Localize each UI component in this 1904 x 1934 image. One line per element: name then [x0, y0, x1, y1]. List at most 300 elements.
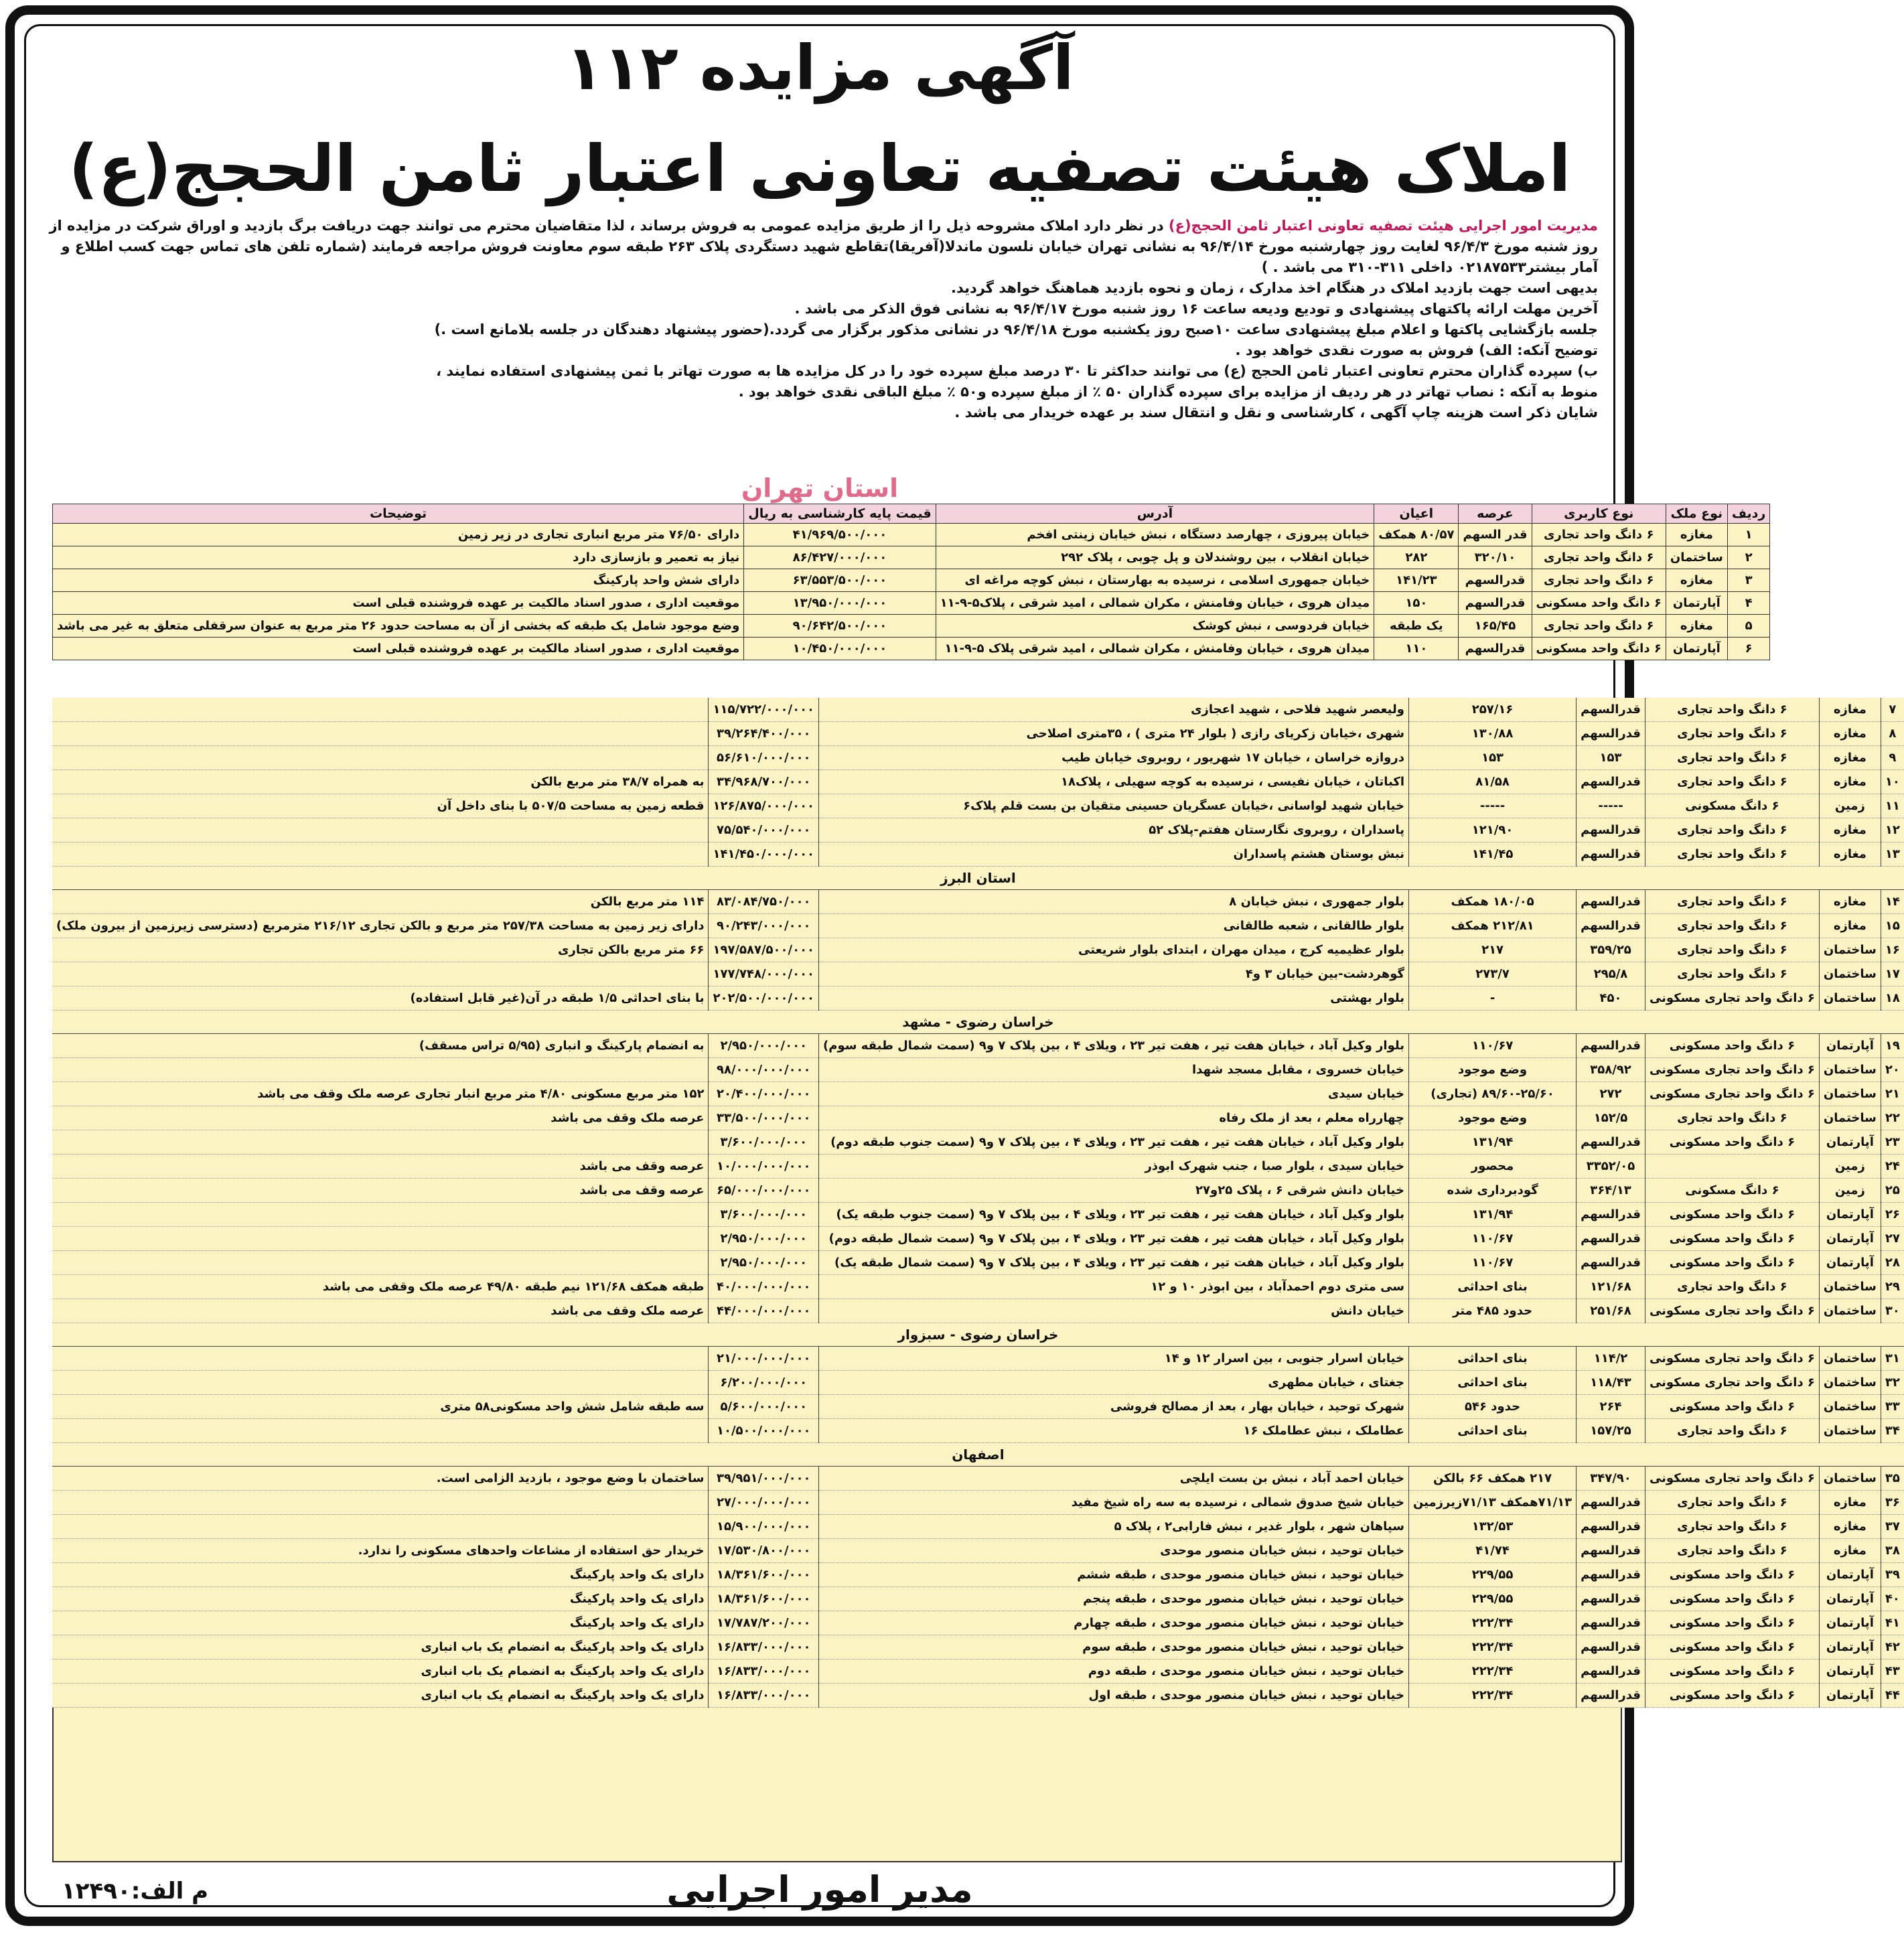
ayan-cell: ۱۵۰ — [1374, 592, 1459, 615]
usage-type: ۶ دانگ واحد تجاری — [1645, 818, 1819, 842]
province-label: خراسان رضوی - مشهد — [52, 1011, 1904, 1034]
intro-paragraph: جلسه بازگشایی پاکتها و اعلام مبلغ پیشنهادی ساعت ۱۰صبح روز یکشنبه مورخ ۹۶/۴/۱۸ در نشانی مذکور برگزار می گردد.(حضور پیشنهاد دهندگان در جلسه بلامانع است .) — [434, 321, 1598, 338]
price-cell: ۸۶/۴۲۷/۰۰۰/۰۰۰ — [744, 546, 936, 569]
arsa-cell: قدرالسهم — [1577, 1563, 1645, 1587]
price-cell: ۲۰/۴۰۰/۰۰۰/۰۰۰ — [709, 1082, 819, 1106]
property-type: مغازه — [1819, 722, 1881, 746]
address-cell: خیابان توحید ، نبش خیابان منصور موحدی ، طبقه پنجم — [819, 1587, 1409, 1611]
description-cell — [52, 1371, 709, 1395]
row-number: ۳۳ — [1881, 1395, 1903, 1419]
address-cell: بلوار طالقانی ، شعبه طالقانی — [819, 914, 1409, 938]
row-number: ۴۳ — [1881, 1659, 1903, 1684]
address-cell: شهرک توحید ، خیابان بهار ، بعد از مصالح فروشی — [819, 1395, 1409, 1419]
row-number: ۳۵ — [1881, 1467, 1903, 1491]
description-cell: خریدار حق استفاده از مشاعات واحدهای مسکونی را ندارد. — [52, 1539, 709, 1563]
usage-type: ۶ دانگ واحد مسکونی — [1645, 1659, 1819, 1684]
description-cell: دارای یک واحد پارکینگ — [52, 1587, 709, 1611]
table-row — [52, 1275, 1904, 1299]
ayan-cell: ۲۱۷ همکف ۶۶ بالکن — [1408, 1467, 1576, 1491]
ayan-cell: بنای احداثی — [1408, 1275, 1576, 1299]
address-cell: خیابان دانش — [819, 1299, 1409, 1323]
table-row — [52, 1419, 1904, 1443]
property-type: آپارتمان — [1819, 1587, 1881, 1611]
ayan-cell: ۸۹/۶۰-۲۵/۶۰ (تجاری) — [1408, 1082, 1576, 1106]
row-number: ۱۰ — [1881, 770, 1903, 794]
intro-lead: مدیریت امور اجرایی هیئت تصفیه تعاونی اعتبار ثامن الحجج(ع) — [1169, 218, 1598, 234]
ayan-cell: ۲۲۲/۳۴ — [1408, 1659, 1576, 1684]
price-cell: ۴۴/۰۰۰/۰۰۰/۰۰۰ — [709, 1299, 819, 1323]
row-number: ۴۴ — [1881, 1684, 1903, 1708]
property-type: مغازه — [1819, 818, 1881, 842]
row-number: ۹ — [1881, 746, 1903, 770]
description-cell: نیاز به تعمیر و بازسازی دارد — [53, 546, 744, 569]
row-number: ۲۰ — [1881, 1058, 1903, 1082]
address-cell: بلوار وکیل آباد ، خیابان هفت تیر ، هفت تیر ۲۳ ، ویلای ۴ ، بین پلاک ۷ و۹ (سمت شمال طبقه دوم) — [819, 1227, 1409, 1251]
row-number: ۵ — [1727, 615, 1769, 638]
arsa-cell: قدرالسهم — [1577, 842, 1645, 867]
row-number: ۳۱ — [1881, 1347, 1903, 1371]
property-type: ساختمان — [1819, 1299, 1881, 1323]
price-cell: ۲۷/۰۰۰/۰۰۰/۰۰۰ — [709, 1491, 819, 1515]
property-type: ساختمان — [1819, 938, 1881, 962]
ayan-cell: ۴۱/۷۴ — [1408, 1539, 1576, 1563]
description-cell: ۱۵۲ متر مربع مسکونی ۴/۸۰ متر مربع انبار تجاری عرصه ملک وقف می باشد — [52, 1082, 709, 1106]
intro-text — [42, 216, 1598, 423]
province-label: اصفهان — [52, 1443, 1904, 1467]
description-cell: با بنای احداثی ۱/۵ طبقه در آن(غیر قابل استفاده) — [52, 986, 709, 1011]
row-number: ۷ — [1881, 698, 1903, 722]
ayan-cell: ۲۲۲/۳۴ — [1408, 1611, 1576, 1635]
row-number: ۱۲ — [1881, 818, 1903, 842]
price-cell: ۱۶/۸۳۳/۰۰۰/۰۰۰ — [709, 1659, 819, 1684]
price-cell: ۱۴۱/۴۵۰/۰۰۰/۰۰۰ — [709, 842, 819, 867]
usage-type: ۶ دانگ واحد تجاری — [1645, 938, 1819, 962]
arsa-cell: ۳۵۸/۹۲ — [1577, 1058, 1645, 1082]
usage-type: ۶ دانگ واحد تجاری — [1645, 890, 1819, 914]
table-row — [53, 615, 1770, 638]
row-number: ۸ — [1881, 722, 1903, 746]
signature-title: مدیر امور اجرایی — [666, 1868, 973, 1911]
arsa-cell: قدرالسهم — [1577, 1611, 1645, 1635]
table-row — [52, 1539, 1904, 1563]
ayan-cell: ۱۱۰/۶۷ — [1408, 1227, 1576, 1251]
property-type: آپارتمان — [1819, 1684, 1881, 1708]
address-cell: بلوار عظیمیه کرج ، میدان مهران ، ابتدای بلوار شریعتی — [819, 938, 1409, 962]
arsa-cell: قدرالسهم — [1577, 1684, 1645, 1708]
address-cell: اکباتان ، خیابان نفیسی ، نرسیده به کوچه سهیلی ، پلاک۱۸ — [819, 770, 1409, 794]
table-row — [52, 1082, 1904, 1106]
ayan-cell: ۱۱۰/۶۷ — [1408, 1034, 1576, 1058]
usage-type: ۶ دانگ واحد مسکونی — [1645, 1251, 1819, 1275]
intro-paragraph: بدیهی است جهت بازدید املاک در هنگام اخذ مدارک ، زمان و نحوه بازدید هماهنگ خواهد گردید. — [950, 280, 1598, 296]
address-cell: دروازه خراسان ، خیابان ۱۷ شهریور ، روبروی خیابان طیب — [819, 746, 1409, 770]
arsa-cell: قدرالسهم — [1577, 1491, 1645, 1515]
row-number: ۲ — [1727, 546, 1769, 569]
province-row — [52, 867, 1904, 890]
ayan-cell: ۲۱۷ — [1408, 938, 1576, 962]
row-number: ۳۴ — [1881, 1419, 1903, 1443]
address-cell: بلوار جمهوری ، نبش خیابان ۸ — [819, 890, 1409, 914]
row-number: ۱۶ — [1881, 938, 1903, 962]
description-cell: به همراه ۳۸/۷ متر مربع بالکن — [52, 770, 709, 794]
description-cell: دارای زیر زمین به مساحت ۲۵۷/۳۸ متر مربع و بالکن تجاری ۲۱۶/۱۲ مترمربع (دسترسی زیرزمین از بیرون ملک) — [52, 914, 709, 938]
row-number: ۲۶ — [1881, 1203, 1903, 1227]
ayan-cell: حدود ۵۴۶ — [1408, 1395, 1576, 1419]
table-row — [52, 1106, 1904, 1130]
usage-type: ۶ دانگ واحد تجاری مسکونی — [1645, 1082, 1819, 1106]
property-type: ساختمان — [1819, 1347, 1881, 1371]
arsa-cell: قدرالسهم — [1577, 1034, 1645, 1058]
address-cell: عطاملک ، نبش عطاملک ۱۶ — [819, 1419, 1409, 1443]
usage-type: ۶ دانگ واحد مسکونی — [1645, 1563, 1819, 1587]
ayan-cell: ۱۱۰/۶۷ — [1408, 1251, 1576, 1275]
row-number: ۴ — [1727, 592, 1769, 615]
arsa-cell: قدرالسهم — [1577, 914, 1645, 938]
price-cell: ۱۶/۸۳۳/۰۰۰/۰۰۰ — [709, 1635, 819, 1659]
table-row — [52, 1371, 1904, 1395]
ayan-cell: ۱۳۱/۹۴ — [1408, 1203, 1576, 1227]
price-cell: ۱۰/۴۵۰/۰۰۰/۰۰۰ — [744, 638, 936, 660]
arsa-cell: ۴۵۰ — [1577, 986, 1645, 1011]
usage-type: ۶ دانگ واحد تجاری — [1645, 770, 1819, 794]
row-number: ۱ — [1727, 524, 1769, 546]
usage-type: ۶ دانگ مسکونی — [1645, 794, 1819, 818]
arsa-cell: ۱۶۵/۴۵ — [1459, 615, 1532, 638]
property-type: ساختمان — [1819, 1395, 1881, 1419]
table-row — [52, 1467, 1904, 1491]
arsa-cell: ۲۶۴ — [1577, 1395, 1645, 1419]
row-number: ۱۹ — [1881, 1034, 1903, 1058]
property-type: زمین — [1819, 794, 1881, 818]
arsa-cell: قدرالسهم — [1577, 1130, 1645, 1155]
description-cell: طبقه همکف ۱۲۱/۶۸ نیم طبقه ۴۹/۸۰ عرصه ملک وقفی می باشد — [52, 1275, 709, 1299]
row-number: ۶ — [1727, 638, 1769, 660]
address-cell: پاسداران ، روبروی نگارستان هفتم-پلاک ۵۲ — [819, 818, 1409, 842]
arsa-cell: ۱۱۸/۴۳ — [1577, 1371, 1645, 1395]
row-number: ۱۷ — [1881, 962, 1903, 986]
price-cell: ۱۸/۳۶۱/۶۰۰/۰۰۰ — [709, 1563, 819, 1587]
price-cell: ۳۹/۲۶۴/۴۰۰/۰۰۰ — [709, 722, 819, 746]
property-type: مغازه — [1819, 1491, 1881, 1515]
description-cell — [52, 1419, 709, 1443]
arsa-cell: قدرالسهم — [1577, 890, 1645, 914]
usage-type: ۶ دانگ واحد تجاری مسکونی — [1645, 1058, 1819, 1082]
description-cell: دارای یک واحد پارکینگ — [52, 1611, 709, 1635]
intro-paragraph: منوط به آنکه : نصاب تهاتر در هر ردیف از مزایده برای سپرده گذاران ۵۰ ٪ از مبلغ سپرده و۵۰ ٪ مبلغ الباقی نقدی خواهد بود . — [738, 384, 1598, 400]
address-cell: خیابان خسروی ، مقابل مسجد شهدا — [819, 1058, 1409, 1082]
address-cell: سپاهان شهر ، بلوار غدیر ، نبش فارابی۲ ، پلاک ۵ — [819, 1515, 1409, 1539]
description-cell — [52, 1251, 709, 1275]
address-cell: میدان هروی ، خیابان وفامنش ، مکران شمالی ، امید شرقی پلاک ۵-۹-۱۱ — [936, 638, 1374, 660]
table-row — [52, 1491, 1904, 1515]
price-cell: ۲/۹۵۰/۰۰۰/۰۰۰ — [709, 1227, 819, 1251]
table-row — [52, 1659, 1904, 1684]
row-number: ۳۶ — [1881, 1491, 1903, 1515]
table-row — [53, 592, 1770, 615]
address-cell: خیابان توحید ، نبش خیابان منصور موحدی — [819, 1539, 1409, 1563]
table-row — [52, 1299, 1904, 1323]
address-cell: بلوار وکیل آباد ، خیابان هفت تیر ، هفت تیر ۲۳ ، ویلای ۴ ، بین پلاک ۷ و۹ (سمت جنوب طبقه دوم) — [819, 1130, 1409, 1155]
usage-type: ۶ دانگ واحد تجاری مسکونی — [1645, 1347, 1819, 1371]
address-cell: خیابان پیروزی ، چهارصد دستگاه ، نبش خیابان زینتی افخم — [936, 524, 1374, 546]
usage-type: ۶ دانگ واحد تجاری — [1645, 1106, 1819, 1130]
address-cell: خیابان فردوسی ، نبش کوشک — [936, 615, 1374, 638]
description-cell: دارای یک واحد پارکینگ به انضمام یک باب انباری — [52, 1684, 709, 1708]
table-row — [52, 842, 1904, 867]
ayan-cell: بنای احداثی — [1408, 1371, 1576, 1395]
property-type: مغازه — [1819, 890, 1881, 914]
row-number: ۲۹ — [1881, 1275, 1903, 1299]
property-type: آپارتمان — [1819, 1251, 1881, 1275]
description-cell — [52, 1515, 709, 1539]
description-cell: سه طبقه شامل شش واحد مسکونی۵۸ متری — [52, 1395, 709, 1419]
ayan-cell: ۲۲۹/۵۵ — [1408, 1587, 1576, 1611]
property-type: مغازه — [1666, 615, 1727, 638]
ayan-cell: وضع موجود — [1408, 1058, 1576, 1082]
property-type: زمین — [1819, 1179, 1881, 1203]
row-number: ۲۸ — [1881, 1251, 1903, 1275]
intro-body: در نظر دارد املاک مشروحه ذیل را از طریق مزایده عمومی به فروش برساند ، لذا متقاضیان محترم می توانند جهت دریافت برگ بازدید و اوراق شرکت در مزایده از روز شنبه مورخ ۹۶/۴/۳ لغایت روز چهارشنبه مورخ ۹۶/۴/۱۴ به نشانی تهران خیابان نلسون ماندلا(آفریقا)تقاطع شهید دستگردی پلاک ۲۶۳ طبقه سوم معاونت فروش مراجعه فرمایند (شماره تلفن های تماس جهت کسب اطلاع و آمار بیشتر۰۲۱۸۷۵۳۳ داخلی ۳۱۱-۳۱۰ می باشد . ) — [49, 218, 1598, 275]
description-cell — [52, 1227, 709, 1251]
row-number: ۲۳ — [1881, 1130, 1903, 1155]
ayan-cell: - — [1408, 986, 1576, 1011]
ayan-cell: ۷۱/۱۳همکف ۷۱/۱۳زیرزمین — [1408, 1491, 1576, 1515]
row-number: ۱۸ — [1881, 986, 1903, 1011]
arsa-cell: قدرالسهم — [1577, 1203, 1645, 1227]
usage-type: ۶ دانگ واحد تجاری مسکونی — [1645, 1299, 1819, 1323]
province-row — [52, 1323, 1904, 1347]
property-type: ساختمان — [1819, 1371, 1881, 1395]
description-cell: قطعه زمین به مساحت ۵۰۷/۵ با بنای داخل آن — [52, 794, 709, 818]
ayan-cell: ۱۳۱/۹۴ — [1408, 1130, 1576, 1155]
description-cell: موقعیت اداری ، صدور اسناد مالکیت بر عهده فروشنده قبلی است — [53, 638, 744, 660]
description-cell: دارای یک واحد پارکینگ به انضمام یک باب انباری — [52, 1635, 709, 1659]
address-cell: خیابان انقلاب ، بین روشندلان و پل چوبی ، پلاک ۲۹۲ — [936, 546, 1374, 569]
price-cell: ۱۹۷/۵۸۷/۵۰۰/۰۰۰ — [709, 938, 819, 962]
table-row — [52, 962, 1904, 986]
price-cell: ۳۴/۹۶۸/۷۰۰/۰۰۰ — [709, 770, 819, 794]
property-type: آپارتمان — [1819, 1635, 1881, 1659]
arsa-cell: قدرالسهم — [1577, 698, 1645, 722]
arsa-cell: ۲۵۱/۶۸ — [1577, 1299, 1645, 1323]
table-row — [52, 1611, 1904, 1635]
usage-type: ۶ دانگ واحد تجاری — [1645, 1539, 1819, 1563]
intro-paragraph: آخرین مهلت ارائه پاکتهای پیشنهادی و تودیع ودیعه ساعت ۱۶ روز شنبه مورخ ۹۶/۴/۱۷ به نشانی فوق الذکر می باشد . — [794, 301, 1598, 317]
description-cell — [52, 746, 709, 770]
ayan-cell: ۱۴۱/۲۳ — [1374, 569, 1459, 592]
description-cell — [52, 842, 709, 867]
row-number: ۱۴ — [1881, 890, 1903, 914]
arsa-cell: قدرالسهم — [1577, 1515, 1645, 1539]
property-type: ساختمان — [1819, 1419, 1881, 1443]
property-type: مغازه — [1819, 698, 1881, 722]
property-type: آپارتمان — [1819, 1203, 1881, 1227]
ayan-cell: ۱۲۱/۹۰ — [1408, 818, 1576, 842]
arsa-cell: قدرالسهم — [1577, 1251, 1645, 1275]
arsa-cell: قدرالسهم — [1577, 1587, 1645, 1611]
price-cell: ۳/۶۰۰/۰۰۰/۰۰۰ — [709, 1203, 819, 1227]
table-row — [52, 1251, 1904, 1275]
usage-type: ۶ دانگ واحد تجاری — [1645, 842, 1819, 867]
row-number: ۱۳ — [1881, 842, 1903, 867]
header-address: آدرس — [936, 504, 1374, 524]
intro-paragraph: توضیح آنکه: الف) فروش به صورت نقدی خواهد بود . — [1235, 342, 1598, 358]
address-cell: گوهردشت-بین خیابان ۳ و۴ — [819, 962, 1409, 986]
property-table-other — [52, 698, 1904, 1708]
usage-type: ۶ دانگ واحد تجاری — [1645, 1491, 1819, 1515]
usage-type: ۶ دانگ واحد مسکونی — [1645, 1635, 1819, 1659]
row-number: ۳۹ — [1881, 1563, 1903, 1587]
row-number: ۳۰ — [1881, 1299, 1903, 1323]
price-cell: ۱۷۷/۷۴۸/۰۰۰/۰۰۰ — [709, 962, 819, 986]
property-type: ساختمان — [1819, 1082, 1881, 1106]
address-cell: بلوار وکیل آباد ، خیابان هفت تیر ، هفت تیر ۲۳ ، ویلای ۴ ، بین پلاک ۷ و۹ (سمت شمال طبقه سوم) — [819, 1034, 1409, 1058]
row-number: ۴۱ — [1881, 1611, 1903, 1635]
arsa-cell: ۳۳۵۲/۰۵ — [1577, 1155, 1645, 1179]
table-row — [52, 1130, 1904, 1155]
price-cell: ۱۲۶/۸۷۵/۰۰۰/۰۰۰ — [709, 794, 819, 818]
table-row — [52, 1155, 1904, 1179]
row-number: ۲۷ — [1881, 1227, 1903, 1251]
row-number: ۳۸ — [1881, 1539, 1903, 1563]
usage-type: ۶ دانگ واحد مسکونی — [1645, 1034, 1819, 1058]
arsa-cell: ۳۶۴/۱۳ — [1577, 1179, 1645, 1203]
description-cell — [52, 1491, 709, 1515]
ayan-cell: ۸۱/۵۸ — [1408, 770, 1576, 794]
intro-paragraph: ب) سپرده گذاران محترم تعاونی اعتبار ثامن الحجج (ع) می توانند حداکثر تا ۳۰ درصد مبلغ سپرده خود را در کل مزایده ها به صورت تهاتر با ثمن پیشنهادی استفاده نمایند ، — [436, 363, 1598, 379]
price-cell: ۱۷/۷۸۷/۲۰۰/۰۰۰ — [709, 1611, 819, 1635]
property-type: ساختمان — [1819, 1467, 1881, 1491]
usage-type: ۶ دانگ واحد تجاری مسکونی — [1645, 1371, 1819, 1395]
property-type: آپارتمان — [1819, 1563, 1881, 1587]
description-cell — [52, 1058, 709, 1082]
price-cell: ۴۰/۰۰۰/۰۰۰/۰۰۰ — [709, 1275, 819, 1299]
property-type: مغازه — [1819, 1539, 1881, 1563]
address-cell: خیابان شهید لواسانی ،خیابان عسگریان حسینی متقیان بن بست قلم پلاک۶ — [819, 794, 1409, 818]
address-cell: خیابان شیخ صدوق شمالی ، نرسیده به سه راه شیخ مفید — [819, 1491, 1409, 1515]
arsa-cell: قدرالسهم — [1577, 770, 1645, 794]
arsa-cell: ۱۵۷/۲۵ — [1577, 1419, 1645, 1443]
usage-type: ۶ دانگ واحد مسکونی — [1645, 1395, 1819, 1419]
ayan-cell: ۱۳۲/۵۳ — [1408, 1515, 1576, 1539]
usage-type: ۶ دانگ واحد مسکونی — [1645, 1611, 1819, 1635]
price-cell: ۲۱/۰۰۰/۰۰۰/۰۰۰ — [709, 1347, 819, 1371]
usage-type: ۶ دانگ واحد مسکونی — [1645, 1684, 1819, 1708]
table-row — [53, 569, 1770, 592]
table-row — [53, 546, 1770, 569]
ayan-cell: ۱۴۱/۴۵ — [1408, 842, 1576, 867]
description-cell: دارای ۷۶/۵۰ متر مربع انباری تجاری در زیر زمین — [53, 524, 744, 546]
usage-type: ۶ دانگ واحد تجاری — [1645, 962, 1819, 986]
table-row — [52, 1034, 1904, 1058]
description-cell: عرصه وقف می باشد — [52, 1179, 709, 1203]
ayan-cell: ----- — [1408, 794, 1576, 818]
ayan-cell: گودبرداری شده — [1408, 1179, 1576, 1203]
arsa-cell: ۲۹۵/۸ — [1577, 962, 1645, 986]
price-cell: ۷۵/۵۴۰/۰۰۰/۰۰۰ — [709, 818, 819, 842]
ayan-cell: ۲۱۲/۸۱ همکف — [1408, 914, 1576, 938]
row-number: ۱۵ — [1881, 914, 1903, 938]
ayan-cell: وضع موجود — [1408, 1106, 1576, 1130]
usage-type: ۶ دانگ واحد مسکونی — [1645, 1130, 1819, 1155]
property-type: آپارتمان — [1819, 1227, 1881, 1251]
arsa-cell: قدرالسهم — [1577, 1635, 1645, 1659]
table-row — [52, 1395, 1904, 1419]
province-label: خراسان رضوی - سبزوار — [52, 1323, 1904, 1347]
property-type: ساختمان — [1819, 1106, 1881, 1130]
ayan-cell: ۸۰/۵۷ همکف — [1374, 524, 1459, 546]
description-cell: دارای شش واحد پارکینگ — [53, 569, 744, 592]
ayan-cell: ۲۸۲ — [1374, 546, 1459, 569]
ayan-cell: ۲۲۹/۵۵ — [1408, 1563, 1576, 1587]
address-cell: خیابان توحید ، نبش خیابان منصور موحدی ، طبقه اول — [819, 1684, 1409, 1708]
row-number: ۲۱ — [1881, 1082, 1903, 1106]
usage-type: ۶ دانگ واحد مسکونی — [1645, 1227, 1819, 1251]
description-cell: دارای یک واحد پارکینگ به انضمام یک باب انباری — [52, 1659, 709, 1684]
table-row — [53, 638, 1770, 660]
address-cell: چهارراه معلم ، بعد از ملک رفاه — [819, 1106, 1409, 1130]
usage-type: ۶ دانگ واحد تجاری — [1532, 569, 1666, 592]
address-cell: خیابان توحید ، نبش خیابان منصور موحدی ، طبقه دوم — [819, 1659, 1409, 1684]
table-row — [52, 1179, 1904, 1203]
property-type: آپارتمان — [1819, 1611, 1881, 1635]
description-cell: ساختمان با وضع موجود ، بازدید الزامی است. — [52, 1467, 709, 1491]
price-cell: ۲۰۲/۵۰۰/۰۰۰/۰۰۰ — [709, 986, 819, 1011]
price-cell: ۱۶/۸۳۳/۰۰۰/۰۰۰ — [709, 1684, 819, 1708]
usage-type: ۶ دانگ واحد تجاری — [1532, 524, 1666, 546]
usage-type: ۶ دانگ واحد مسکونی — [1645, 1203, 1819, 1227]
property-type: آپارتمان — [1819, 1659, 1881, 1684]
row-number: ۳ — [1727, 569, 1769, 592]
arsa-cell: قدرالسهم — [1577, 1227, 1645, 1251]
arsa-cell: ----- — [1577, 794, 1645, 818]
usage-type: ۶ دانگ واحد مسکونی — [1645, 1587, 1819, 1611]
property-type: آپارتمان — [1819, 1034, 1881, 1058]
price-cell: ۱۱۵/۷۲۲/۰۰۰/۰۰۰ — [709, 698, 819, 722]
reference-number: م الف:۱۲۴۹۰ — [62, 1878, 209, 1905]
description-cell: ۶۶ متر مربع بالکن تجاری — [52, 938, 709, 962]
price-cell: ۱۵/۹۰۰/۰۰۰/۰۰۰ — [709, 1515, 819, 1539]
property-type: آپارتمان — [1666, 638, 1727, 660]
usage-type: ۶ دانگ واحد تجاری — [1645, 1275, 1819, 1299]
address-cell: خیابان توحید ، نبش خیابان منصور موحدی ، طبقه ششم — [819, 1563, 1409, 1587]
property-type: مغازه — [1666, 524, 1727, 546]
table-row — [52, 1587, 1904, 1611]
address-cell: خیابان جمهوری اسلامی ، نرسیده به بهارستان ، نبش کوچه مراغه ای — [936, 569, 1374, 592]
price-cell: ۴۱/۹۶۹/۵۰۰/۰۰۰ — [744, 524, 936, 546]
description-cell: دارای یک واحد پارکینگ — [52, 1563, 709, 1587]
usage-type: ۶ دانگ واحد تجاری مسکونی — [1645, 986, 1819, 1011]
row-number: ۲۲ — [1881, 1106, 1903, 1130]
description-cell: عرصه وقف می باشد — [52, 1155, 709, 1179]
arsa-cell: قدرالسهم — [1459, 592, 1532, 615]
header-arsa: عرصه — [1459, 504, 1532, 524]
usage-type: ۶ دانگ واحد تجاری — [1645, 698, 1819, 722]
row-number: ۳۲ — [1881, 1371, 1903, 1395]
address-cell: خیابان سیدی — [819, 1082, 1409, 1106]
price-cell: ۲/۹۵۰/۰۰۰/۰۰۰ — [709, 1034, 819, 1058]
intro-paragraph — [42, 216, 1598, 278]
price-cell: ۶۳/۵۵۳/۵۰۰/۰۰۰ — [744, 569, 936, 592]
description-cell — [52, 1203, 709, 1227]
description-cell — [52, 1130, 709, 1155]
description-cell: ۱۱۴ متر مربع بالکن — [52, 890, 709, 914]
row-number: ۴۲ — [1881, 1635, 1903, 1659]
ayan-cell: بنای احداثی — [1408, 1419, 1576, 1443]
usage-type: ۶ دانگ واحد تجاری — [1532, 615, 1666, 638]
usage-type: ۶ دانگ واحد مسکونی — [1532, 592, 1666, 615]
header-row-number: ردیف — [1727, 504, 1769, 524]
